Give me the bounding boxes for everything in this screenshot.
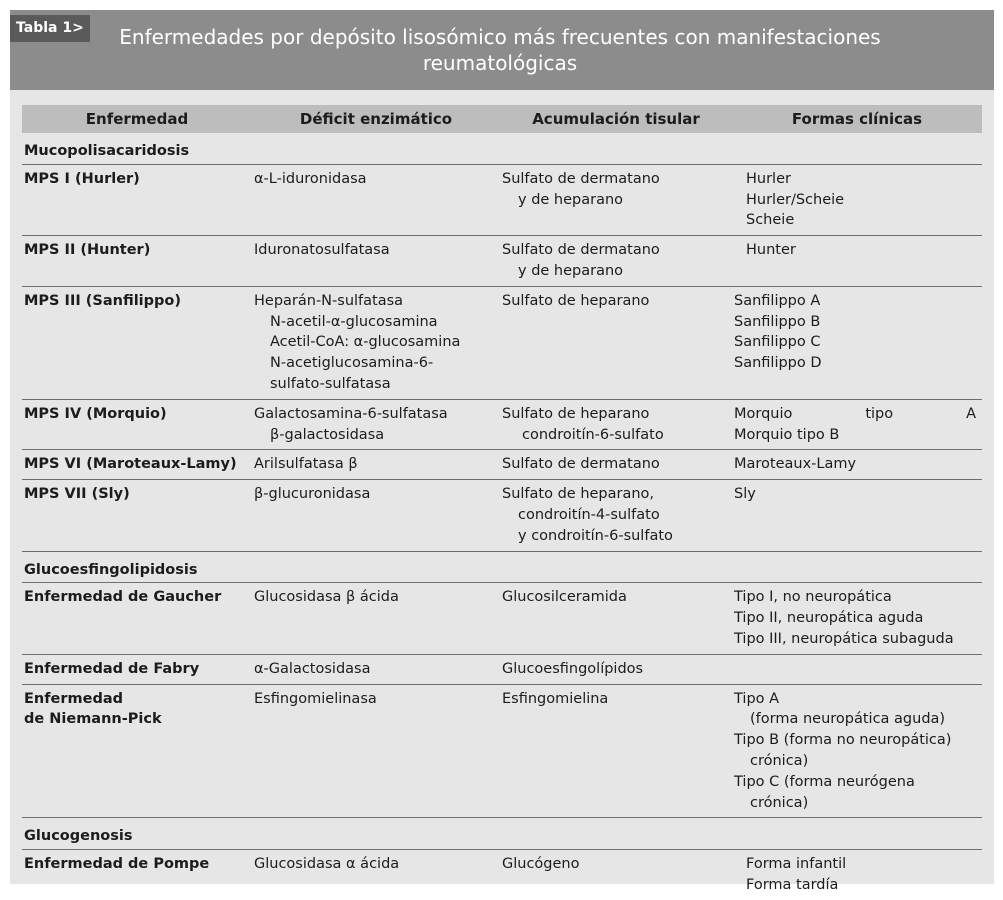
column-header: Acumulación tisular (500, 105, 732, 133)
accumulation-cell: Glucosilceramida (502, 589, 627, 606)
table-row (22, 286, 982, 399)
enzyme-cell: Galactosamina-6-sulfatasa β-galactosidasa (254, 405, 448, 443)
forms-cell: Sanfilippo A Sanfilippo B Sanfilippo C Sanfilippo D (734, 292, 822, 372)
accumulation-cell: Glucógeno (502, 856, 580, 873)
disease-cell: Enfermedad de Gaucher (24, 589, 222, 606)
justified-form-line: Morquio tipo A (734, 405, 976, 422)
enzyme-cell: Arilsulfatasa β (254, 456, 358, 473)
table-tag: Tabla 1> (10, 15, 90, 42)
forms-cell: Sly (734, 486, 756, 503)
forms-cell: Tipo A (forma neuropática aguda) Tipo B (forma no neuropática) crónica) Tipo C (forma neurógena crónica) (734, 690, 952, 811)
forms-cell (732, 654, 982, 684)
disease-cell: Enfermedad de Pompe (24, 856, 210, 873)
group-row (22, 133, 982, 164)
forms-cell: Forma infantil Forma tardía (746, 856, 847, 893)
disease-cell: MPS IV (Morquio) (24, 405, 167, 422)
group-row (22, 818, 982, 850)
accumulation-cell: Sulfato de dermatano y de heparano (502, 170, 660, 208)
disease-cell: MPS III (Sanfilippo) (24, 292, 181, 309)
column-header: Formas clínicas (732, 105, 982, 133)
group-label: Mucopolisacaridosis (24, 143, 190, 159)
table-header (10, 10, 994, 90)
disease-cell: Enfermedad de Niemann-Pick (24, 690, 162, 728)
table-row (22, 684, 982, 818)
column-header-row (22, 105, 982, 133)
forms-cell: Hunter (746, 242, 796, 259)
table-row (22, 164, 982, 235)
column-header: Déficit enzimático (252, 105, 500, 133)
enzyme-cell: α-Galactosidasa (254, 660, 371, 677)
disease-table (22, 105, 982, 900)
table-row (22, 236, 982, 287)
enzyme-cell: Iduronatosulfatasa (254, 242, 390, 259)
enzyme-cell: Glucosidasa β ácida (254, 589, 399, 606)
disease-cell: MPS VII (Sly) (24, 486, 130, 503)
group-label: Glucoesfingolipidosis (24, 561, 198, 578)
forms-cell: Morquio tipo A Morquio tipo B (734, 405, 976, 443)
disease-cell: MPS II (Hunter) (24, 242, 151, 259)
accumulation-cell: Glucoesfingolípidos (502, 660, 644, 677)
enzyme-cell: Glucosidasa α ácida (254, 856, 400, 873)
column-header: Enfermedad (22, 105, 252, 133)
forms-cell: Hurler Hurler/Scheie Scheie (746, 170, 845, 229)
table-row (22, 583, 982, 654)
enzyme-cell: Heparán-N-sulfatasa N-acetil-α-glucosamina Acetil-CoA: α-glucosamina N-acetiglucosamina-6- sulfato-sulfatasa (254, 292, 461, 392)
forms-cell: Tipo I, no neuropática Tipo II, neuropática aguda Tipo III, neuropática subaguda (734, 589, 954, 647)
table-row (22, 450, 982, 480)
table-row (22, 399, 982, 450)
table-row (22, 654, 982, 684)
table-panel (10, 10, 994, 893)
accumulation-cell: Sulfato de heparano condroitín-6-sulfato (502, 405, 664, 443)
accumulation-cell: Sulfato de heparano, condroitín-4-sulfato y condroitín-6-sulfato (502, 486, 673, 544)
enzyme-cell: β-glucuronidasa (254, 486, 371, 503)
enzyme-cell: Esfingomielinasa (254, 690, 377, 707)
accumulation-cell: Sulfato de dermatano (502, 456, 660, 473)
disease-cell: MPS VI (Maroteaux-Lamy) (24, 456, 237, 473)
group-row (22, 551, 982, 583)
group-label: Glucogenosis (24, 828, 133, 845)
table-row (22, 850, 982, 900)
table-title: Enfermedades por depósito lisosómico más frecuentes con manifestaciones reumatológicas (119, 25, 881, 75)
disease-cell: MPS I (Hurler) (24, 170, 140, 187)
disease-cell: Enfermedad de Fabry (24, 660, 200, 677)
forms-cell: Maroteaux-Lamy (734, 456, 857, 473)
accumulation-cell: Sulfato de heparano (502, 292, 650, 309)
accumulation-cell: Sulfato de dermatano y de heparano (502, 242, 660, 279)
accumulation-cell: Esfingomielina (502, 690, 609, 707)
table-row (22, 480, 982, 551)
enzyme-cell: α-L-iduronidasa (254, 170, 367, 187)
